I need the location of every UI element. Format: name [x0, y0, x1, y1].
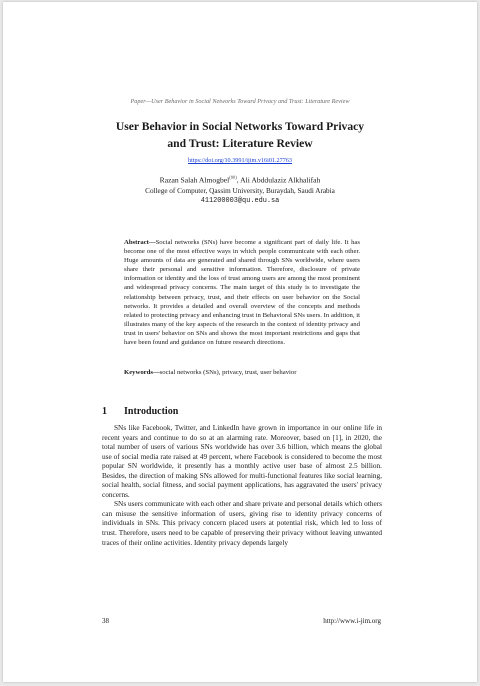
keywords-label: Keywords—	[124, 369, 160, 376]
author-names	[3, 174, 477, 186]
title-line-1: User Behavior in Social Networks Toward Privacy	[115, 120, 365, 133]
author-email: 411200003@qu.edu.sa	[200, 196, 280, 205]
body-paragraph-2: SNs users communicate with each other and share private and personal details which others can misuse the sensitive information of users, giving rise to identity privacy concerns of individuals in SNs. This privacy concern placed users at potential risk, which led to loss of trust. Therefore, users need to be capable of preserving their privacy without leaving unwanted traces of their online activities. Identity privacy depends largely	[102, 499, 382, 547]
author-affiliation: College of Computer, Qassim University, Buraydah, Saudi Arabia	[145, 186, 335, 195]
keywords	[124, 368, 360, 377]
body-text	[102, 423, 382, 547]
section-heading	[102, 406, 178, 417]
keywords-text: social networks (SNs), privacy, trust, user behavior	[159, 369, 297, 376]
envelope-icon: (✉)	[229, 176, 237, 181]
doi-link[interactable]: https://doi.org/10.3991/ijim.v16i01.27763	[187, 157, 293, 164]
footer-url[interactable]: http://www.i-jim.org	[323, 617, 381, 625]
title-line-2: and Trust: Literature Review	[167, 137, 313, 150]
abstract-text: Social networks (SNs) have become a significant part of daily life. It has become one of the most effective ways in which people communicate with each other. Huge amounts of data are generated and shared through SNs worldwide, where users share their personal and sensitive information. Therefore, disclosure of private information or identity and the loss of trust among users are among the most prominent and widespread privacy concerns. The main target of this study is to investigate the relationship between privacy, trust, and their effects on user behavior on the Social networks. It provides a detailed and overall overview of the concepts and methods related to protecting privacy and enhancing trust in Behavioral SNs users. In addition, it illustrates many of the key aspects of the research in the context of identity privacy and trust in users' behavior on SNs and shows the most important restrictions and gaps that have been found and guidance on future research directions.	[124, 239, 360, 347]
paper-title	[3, 118, 477, 152]
body-paragraph-1: SNs like Facebook, Twitter, and LinkedIn have grown in importance in our online life in recent years and continue to do so at an alarming rate. Moreover, based on [1], in 2020, the total number of users of various SNs worldwide has over 3.6 billion, which means the global use of social media rate raised at 49 percent, where Facebook is considered to become the most popular SN worldwide, it presently has a monthly active user base of almost 2.5 billion. Besides, the direction of making SNs allowed for multi-functional features like social learning, social health, social fitness, and social payment applications, has aggravated the users' privacy concerns.	[102, 423, 382, 499]
abstract	[124, 238, 360, 347]
section-number: 1	[102, 406, 107, 417]
page-number: 38	[102, 617, 109, 625]
abstract-label: Abstract—	[124, 239, 156, 246]
author-block	[3, 174, 477, 206]
author-2-name: , Ali Abddulaziz Alkhalifah	[236, 175, 321, 185]
author-1-name: Razan Salah Almogbel	[159, 175, 230, 185]
section-title: Introduction	[124, 406, 179, 417]
running-header: Paper—User Behavior in Social Networks Toward Privacy and Trust: Literature Review	[130, 98, 350, 105]
paper-page	[3, 2, 477, 682]
